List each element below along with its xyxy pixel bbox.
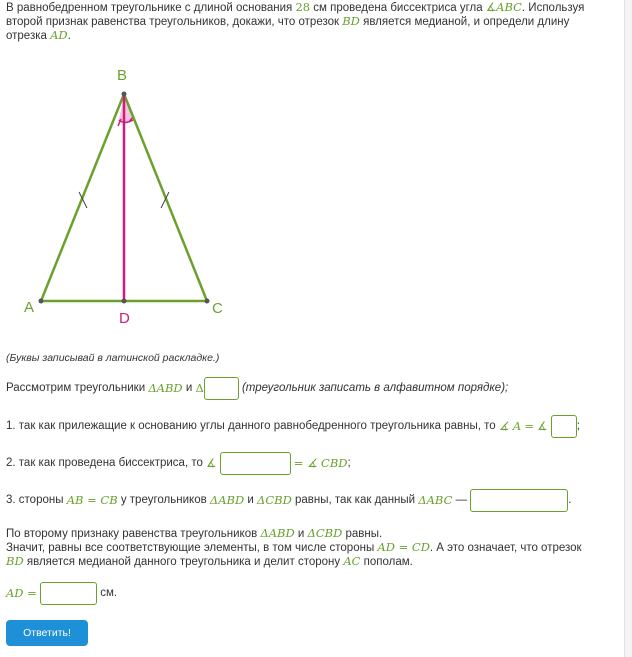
triangle-cbd: ΔCBD — [257, 493, 292, 507]
side-bc — [124, 94, 207, 301]
triangle-type-input[interactable] — [470, 489, 568, 512]
angle-cbd: = ∡ CBD — [293, 456, 348, 470]
semicolon: ; — [347, 457, 351, 469]
point-b — [122, 92, 127, 97]
task-text: является медианой, и определи длину — [363, 16, 570, 28]
conclusion-line-1 — [6, 526, 382, 541]
segment-bd: BD — [342, 14, 360, 28]
task-text: В равнобедренном треугольнике с длиной основания — [6, 2, 293, 14]
point-c — [205, 299, 210, 304]
layout-hint: (Буквы записывай в латинской раскладке.) — [6, 352, 220, 364]
period: . — [568, 494, 572, 506]
conclusion-line-3 — [6, 554, 413, 569]
consider-text: Рассмотрим треугольники — [6, 382, 146, 394]
task-line-2 — [6, 14, 569, 29]
conclusion-text: . А это означает, что отрезок — [429, 542, 582, 554]
step3-line — [6, 488, 571, 512]
side-ab — [41, 94, 124, 301]
triangle-figure — [0, 60, 260, 330]
ad-equals: AD = — [6, 586, 37, 600]
conclusion-text: пополам. — [363, 556, 413, 568]
task-text: второй признак равенства треугольников, докажи, что отрезок — [6, 16, 340, 28]
angle-a: ∡ A — [498, 419, 522, 433]
step1-text: 1. так как прилежащие к основанию углы данного равнобедренного треугольника равны, то — [6, 420, 496, 432]
label-b: B — [117, 67, 128, 84]
side-ac: AC — [343, 554, 361, 568]
submit-button[interactable]: Ответить! — [6, 620, 88, 646]
step3-text: 3. стороны — [6, 494, 64, 506]
equals-sign: = — [524, 419, 534, 433]
conclusion-line-2 — [6, 540, 582, 555]
delta-symbol: Δ — [195, 381, 204, 395]
consider-note: (треугольник записать в алфавитном порядке); — [241, 382, 509, 394]
triangle-abd: ΔABD — [260, 526, 295, 540]
semicolon: ; — [576, 420, 580, 432]
task-line-3 — [6, 28, 71, 43]
angle-symbol: ∡ — [537, 419, 548, 433]
task-text: . — [67, 30, 71, 42]
step2-text: 2. так как проведена биссектриса, то — [6, 457, 203, 469]
step3-text: у треугольников — [120, 494, 207, 506]
conclusion-text: По второму признаку равенства треугольников — [6, 528, 258, 540]
triangle-abc: ΔABC — [418, 493, 453, 507]
label-c: C — [212, 300, 223, 317]
and-text: и — [185, 382, 193, 394]
dash: — — [455, 494, 468, 506]
label-d: D — [119, 310, 130, 327]
label-a: A — [24, 299, 35, 316]
step3-text: равны, так как данный — [295, 494, 416, 506]
second-triangle-input[interactable] — [204, 377, 239, 400]
point-d — [122, 299, 127, 304]
segment-bd: BD — [6, 554, 24, 568]
task-text: см проведена биссектриса угла — [313, 2, 483, 14]
triangle-abd: ΔABD — [209, 493, 245, 507]
unit-cm: см. — [100, 587, 118, 599]
step2-line — [6, 451, 351, 475]
triangle-cbd: ΔCBD — [307, 526, 343, 540]
and-text: и — [297, 528, 305, 540]
task-text: . Используя — [521, 2, 585, 14]
scrollbar[interactable] — [624, 0, 632, 657]
task-line-1 — [6, 0, 584, 15]
conclusion-text: является медианой данного треугольника и делит сторону — [26, 556, 341, 568]
triangle-abd: ΔABD — [148, 381, 183, 395]
ad-length-input[interactable] — [40, 582, 97, 605]
step1-line — [6, 414, 580, 438]
angle-symbol: ∡ — [485, 0, 497, 14]
and-text: и — [247, 494, 254, 506]
base-length: 28 — [295, 0, 311, 14]
task-text: отрезка — [6, 30, 47, 42]
consider-line — [6, 376, 508, 400]
conclusion-text: равны. — [345, 528, 383, 540]
equal-angle-input[interactable] — [551, 415, 577, 438]
conclusion-text: Значит, равны все соответствующие элементы, в том числе стороны — [6, 542, 375, 554]
angle-symbol: ∡ — [206, 456, 217, 470]
angle-abc: ABC — [496, 0, 522, 14]
ab-equals-cb: AB = CB — [66, 493, 118, 507]
segment-ad: AD — [50, 28, 68, 42]
bisected-angle-input[interactable] — [220, 452, 291, 475]
point-a — [39, 299, 44, 304]
answer-line — [6, 581, 117, 605]
ad-equals-cd: AD = CD — [377, 540, 430, 554]
